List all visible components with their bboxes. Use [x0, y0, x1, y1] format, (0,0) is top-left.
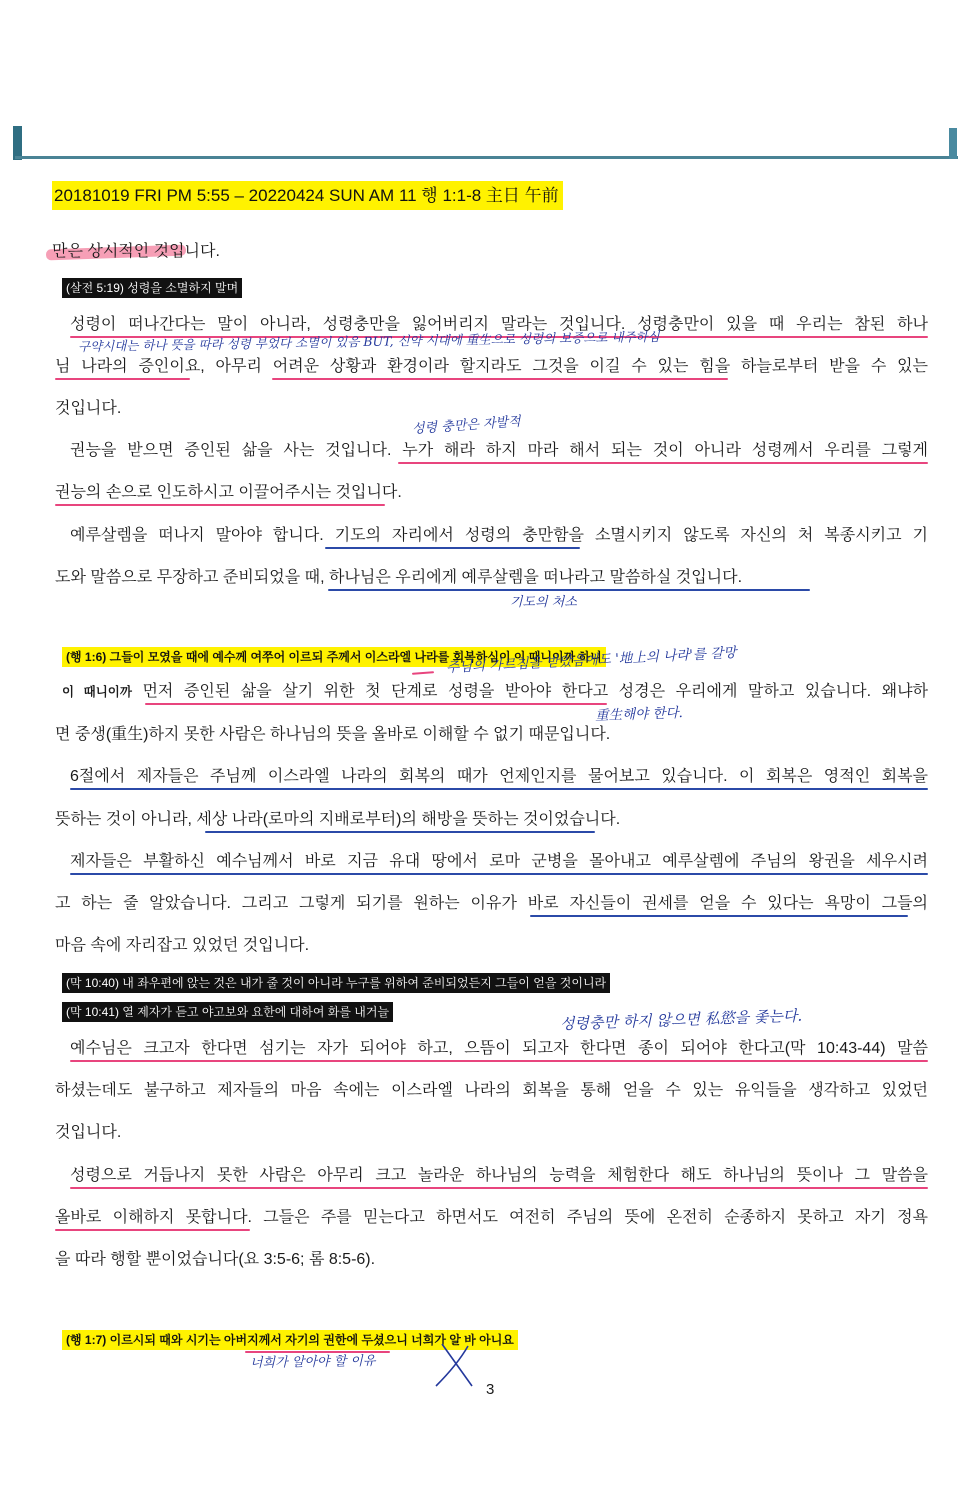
body-line: 뜻하는 것이 아니라, 세상 나라(로마의 지배로부터)의 해방을 뜻하는 것이었습니다. [55, 811, 621, 828]
pen-underline [70, 873, 928, 875]
body-line: 고 하는 줄 알았습니다. 그리고 그렇게 되기를 원하는 이유가 바로 자신들이 권세를 얻을 수 있다는 욕망이 그들의 [55, 895, 928, 912]
handwritten-note: 주님의 가르침을 받았음에도 '地上의 나라'를 갈망 [445, 644, 737, 676]
body-line [62, 681, 928, 703]
body-line: 예루살렘을 떠나지 말아야 합니다. 기도의 자리에서 성령의 충만함을 소멸시키지 않도록 자신의 처 복종시키고 기 [70, 527, 928, 544]
pen-underline [70, 1060, 928, 1062]
pen-underline [325, 547, 580, 549]
page-number: 3 [486, 1381, 495, 1398]
handwritten-note: 重生해야 한다. [594, 704, 684, 724]
body-line: 성령이 떠나간다는 말이 아니라, 성령충만을 잃어버리지 말라는 것입니다. 성령충만이 있을 때 우리는 참된 하나 [70, 316, 928, 333]
pen-underline [55, 1229, 250, 1231]
body-line: 것입니다. [55, 1124, 122, 1141]
body-line: 6절에서 제자들은 주님께 이스라엘 나라의 회복의 때가 언제인지를 물어보고 있습니다. 이 회복은 영적인 회복을 [70, 768, 928, 785]
scripture-label: (살전 5:19) 성령을 소멸하지 말며 [62, 278, 242, 298]
pen-underline [145, 703, 607, 705]
pen-underline [55, 378, 190, 380]
frame-top-rule [15, 156, 958, 159]
pen-underline [530, 915, 908, 917]
body-line: 마음 속에 자리잡고 있었던 것입니다. [55, 937, 310, 954]
body-line: 성령으로 거듭나지 못한 사람은 아무리 크고 놀라운 하나님의 능력을 체험한다 해도 하나님의 뜻이나 그 말씀을 [70, 1167, 928, 1184]
sermon-date-header: 20181019 FRI PM 5:55 – 20220424 SUN AM 11 행 1:1-8 主日 午前 [52, 181, 563, 210]
scripture-label: (행 1:6) 그들이 모였을 때에 예수께 여쭈어 이르되 주께서 이스라엘 나라를 회복하심이 이 때니이까 하니 [62, 647, 606, 667]
handwritten-note: 기도의 처소 [510, 595, 577, 610]
pen-dash [412, 671, 434, 675]
handwritten-note: 구약시대는 하나 뜻을 따라 성령 부었다 소멸이 있음 BUT, 신약 시대에 重生으로 성령의 보증으로 내주하심 [77, 328, 660, 354]
body-line-text: 먼저 증인된 삶을 살기 위한 첫 단계로 성령을 받아야 한다고 성경은 우리에게 말하고 있습니다. 왜냐하 [142, 683, 928, 700]
body-line: 올바로 이해하지 못합니다. 그들은 주를 믿는다고 하면서도 여전히 주님의 뜻에 온전히 순종하지 못하고 자기 정욕 [55, 1209, 928, 1226]
pen-underline [55, 504, 385, 506]
frame-right-tab [949, 128, 957, 159]
handwritten-note: 너희가 알아야 할 이유 [249, 1353, 376, 1371]
scripture-label: (행 1:7) 이르시되 때와 시기는 아버지께서 자기의 권한에 두셨으니 너희가 알 바 아니요 [62, 1330, 518, 1350]
pen-underline [70, 788, 928, 790]
scripture-label: (막 10:41) 열 제자가 듣고 야고보와 요한에 대하여 화를 내거늘 [62, 1002, 393, 1022]
pen-underline [70, 1187, 928, 1189]
body-line: 면 중생(重生)하지 못한 사람은 하나님의 뜻을 올바로 이해할 수 없기 때문입니다. [55, 726, 611, 743]
frame-left-tab [13, 126, 22, 160]
pen-underline [398, 462, 928, 464]
body-line: 을 따라 행할 뿐이었습니다(요 3:5-6; 롬 8:5-6). [55, 1251, 376, 1268]
body-line: 제자들은 부활하신 예수님께서 바로 지금 유대 땅에서 로마 군병을 몰아내고 예루살렘에 주님의 왕권을 세우시려 [70, 853, 928, 870]
cross-mark-icon [432, 1340, 476, 1390]
handwritten-note: 성령충만 하지 않으면 私慾을 좇는다. [559, 1006, 803, 1033]
scripture-label: (막 10:40) 내 좌우편에 앉는 것은 내가 줄 것이 아니라 누구를 위하여 준비되었든지 그들이 얻을 것이니라 [62, 973, 610, 993]
body-line: 님 나라의 증인이요, 아무리 어려운 상황과 환경이라 할지라도 그것을 이길 수 있는 힘을 하늘로부터 받을 수 있는 [55, 358, 928, 375]
pen-underline [205, 831, 595, 833]
body-line: 하셨는데도 불구하고 제자들의 마음 속에는 이스라엘 나라의 회복을 통해 얻을 수 있는 유익들을 생각하고 있었던 [55, 1082, 928, 1099]
body-line: 예수님은 크고자 한다면 섬기는 자가 되어야 하고, 으뜸이 되고자 한다면 종이 되어야 한다고(막 10:43-44) 말씀 [70, 1040, 928, 1057]
body-line: 만은 상시적인 것입니다. [52, 243, 220, 260]
body-line: 권능을 받으면 증인된 삶을 사는 것입니다. 누가 해라 하지 마라 해서 되는 것이 아니라 성령께서 우리를 그렇게 [70, 442, 928, 459]
handwritten-note: 성령 충만은 자발적 [411, 414, 522, 437]
body-line: 도와 말씀으로 무장하고 준비되었을 때, 하나님은 우리에게 예루살렘을 떠나라고 말씀하실 것입니다. [55, 569, 743, 586]
body-line: 것입니다. [55, 400, 122, 417]
verse-continuation: 이 때니이까 [62, 685, 132, 699]
body-line: 권능의 손으로 인도하시고 이끌어주시는 것입니다. [55, 484, 402, 501]
pen-underline [272, 378, 728, 380]
